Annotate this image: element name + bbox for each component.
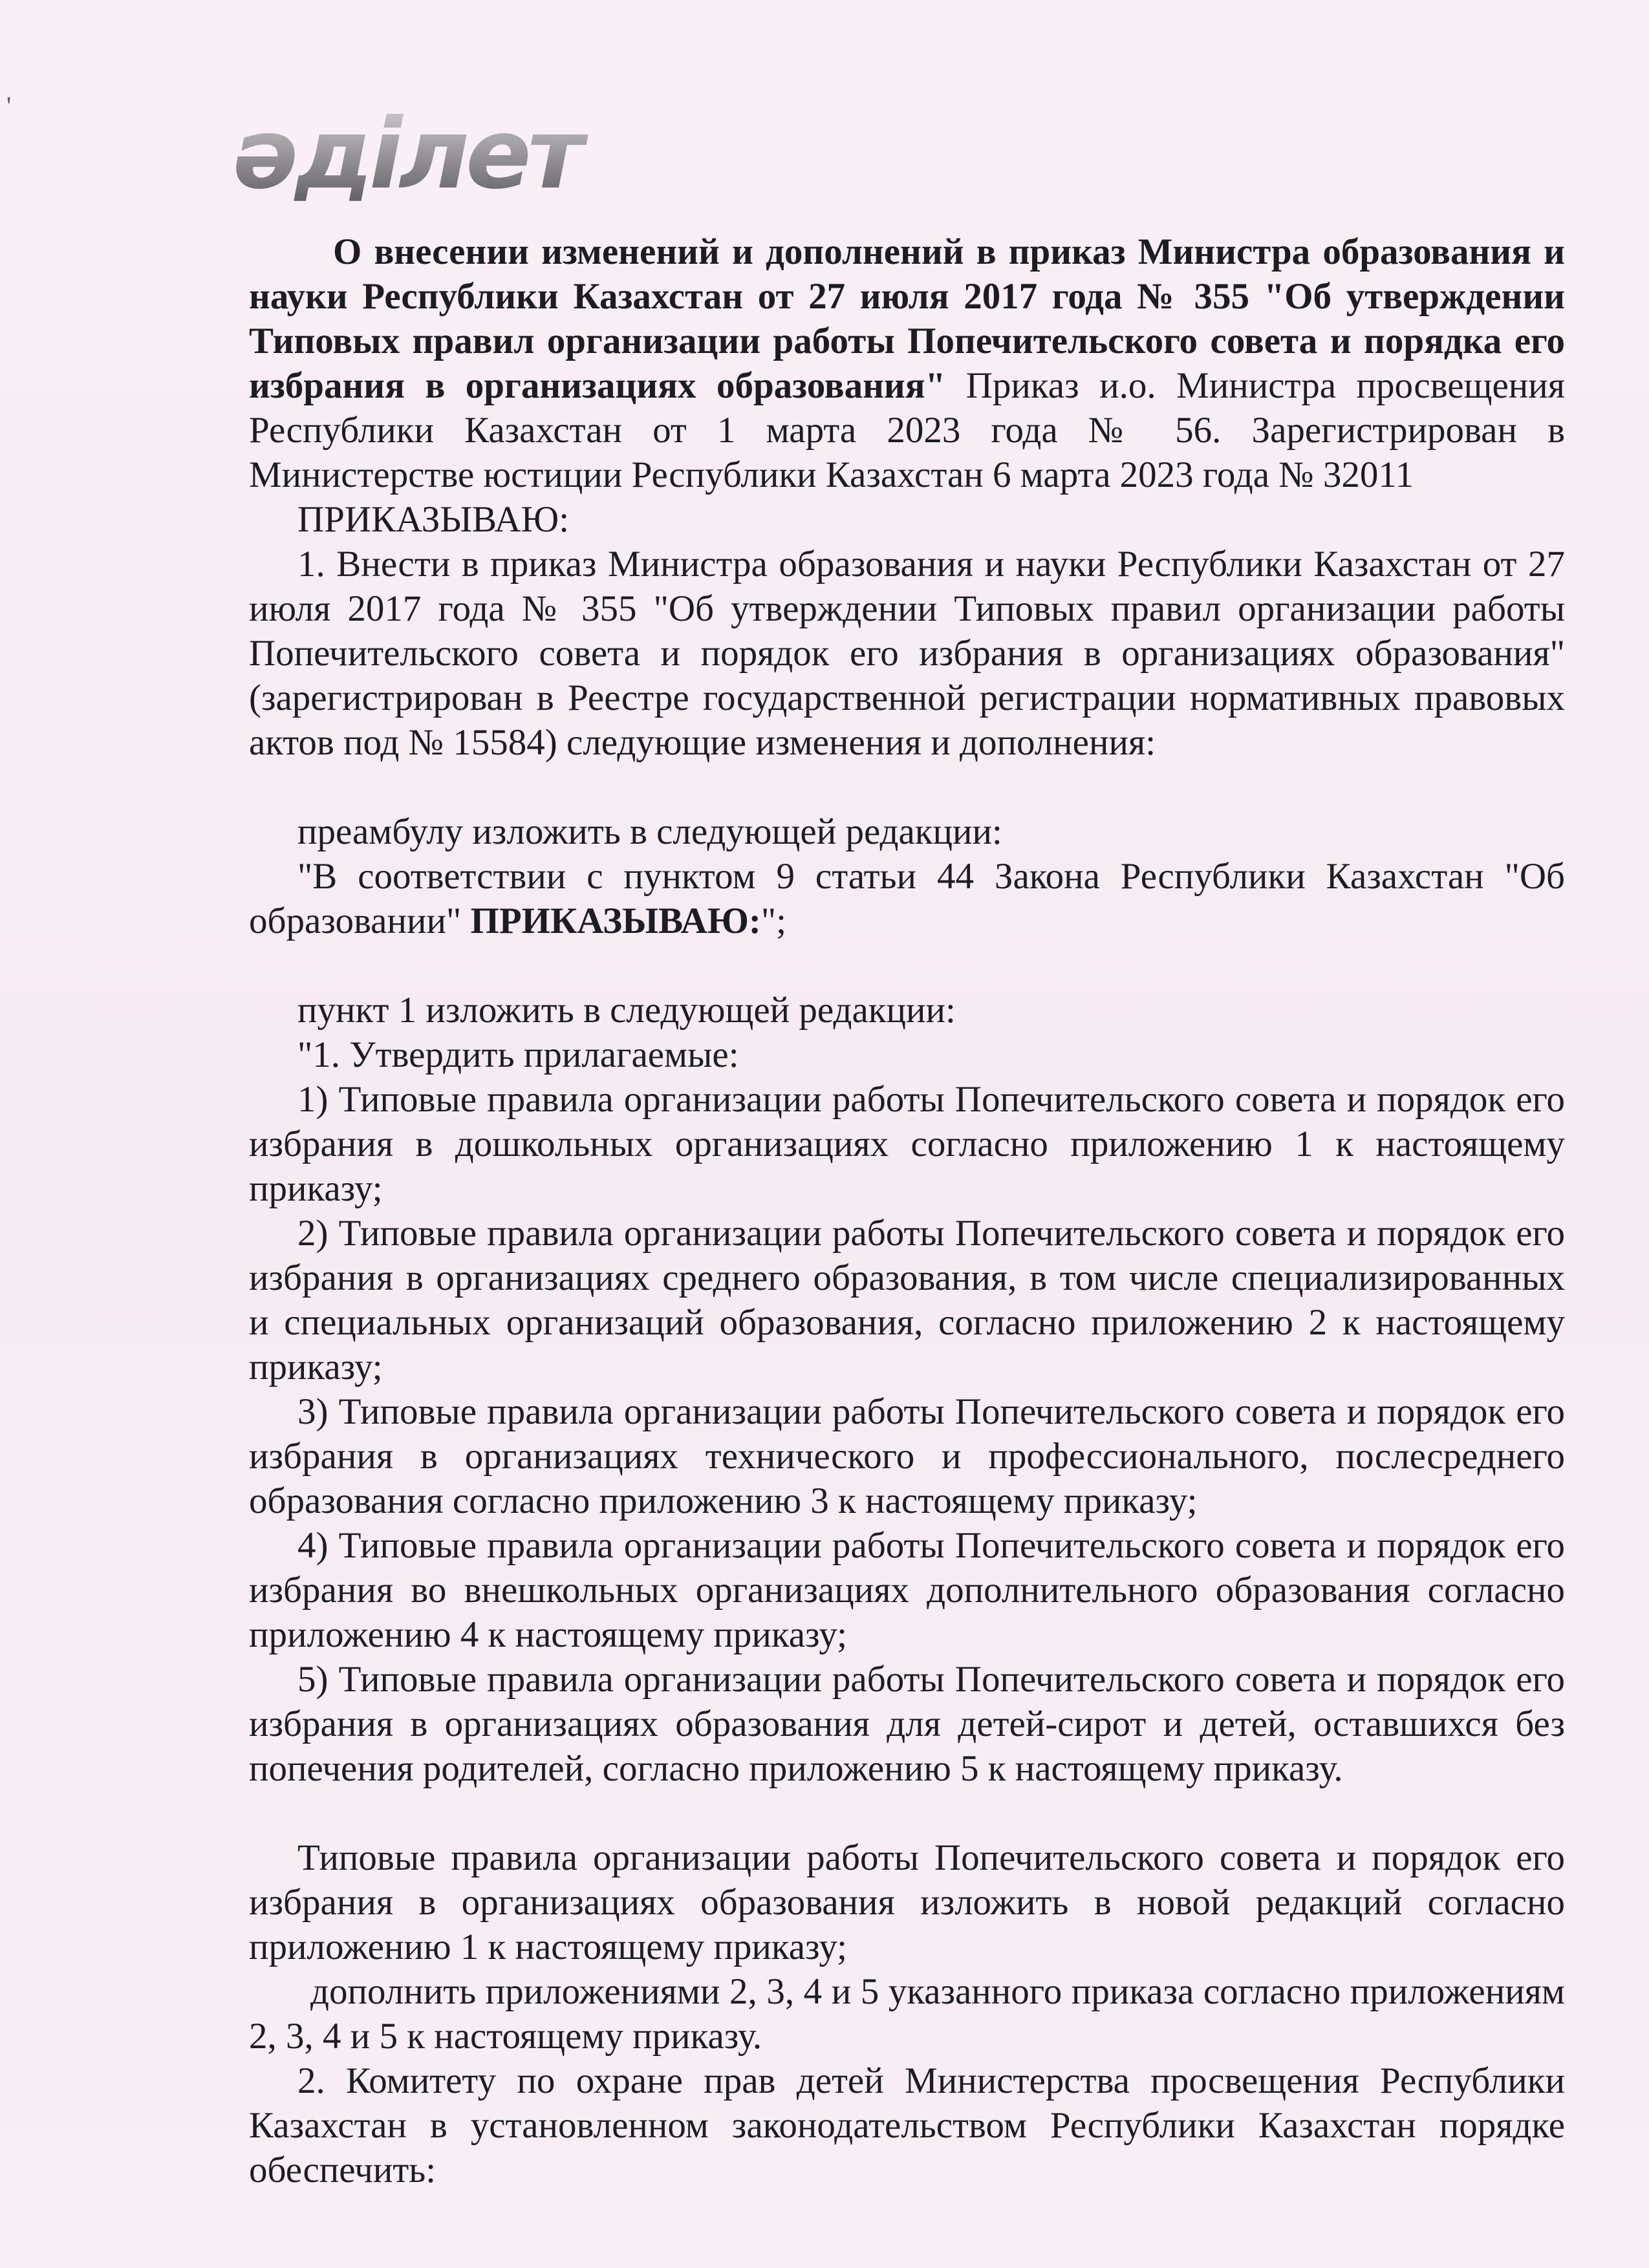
preamble-end: ";: [760, 901, 786, 941]
adilet-logo: [226, 97, 614, 226]
item-1: 1. Внести в приказ Министра образования и науки Республики Казахстан от 27 июля 2017 года № 355 "Об утверждении Типовых правил организации работы Попечительского совета и порядок его избрания в организациях образования" (зарегистрирован в Реестре государственной регистрации нормативных правовых актов под № 15584) следующие изменения и дополнения:: [249, 544, 1565, 763]
preamble-text-main: "В соответствии с пунктом 9 статьи 44 Закона Республики Казахстан "Об образовании": [249, 856, 1565, 941]
order-word: ПРИКАЗЫВАЮ:: [297, 499, 570, 540]
sub-item-5: 5) Типовые правила организации работы Попечительского совета и порядок его избрания в организациях образования для детей-сирот и детей, оставшихся без попечения родителей, согласно приложению 5 к настоящему приказу.: [249, 1659, 1565, 1789]
item-2: 2. Комитету по охране прав детей Министерства просвещения Республики Казахстан в установленном законодательством Республики Казахстан порядке обеспечить:: [249, 2060, 1565, 2190]
sub-item-4: 4) Типовые правила организации работы Попечительского совета и порядок его избрания во внешкольных организациях дополнительного образования согласно приложению 4 к настоящему приказу;: [249, 1525, 1565, 1655]
title-rest: Приказ и.о. Министра просвещения Республики Казахстан от 1 марта 2023 года № 56. Зарегистрирован в Министерстве юстиции Республики Казахстан 6 марта 2023 года № 32011: [249, 365, 1566, 495]
scan-edge-mark: ': [6, 91, 12, 120]
rules-new-edition: Типовые правила организации работы Попечительского совета и порядок его избрания в организациях образования изложить в новой редакций согласно приложению 1 к настоящему приказу;: [249, 1837, 1565, 1967]
approve-line: "1. Утвердить прилагаемые:: [297, 1034, 739, 1075]
svg-text:әділет: әділет: [233, 98, 580, 211]
preamble-intro: преамбулу изложить в следующей редакции:: [297, 811, 1002, 852]
preamble-text: [249, 854, 1565, 943]
sub-item-3: 3) Типовые правила организации работы Попечительского совета и порядок его избрания в организациях технического и профессионального, послесреднего образования согласно приложению 3 к настоящему приказу;: [249, 1391, 1565, 1521]
document-body: [249, 230, 1565, 2192]
sub-item-1: 1) Типовые правила организации работы Попечительского совета и порядок его избрания в дошкольных организациях согласно приложению 1 к настоящему приказу;: [249, 1079, 1565, 1209]
title-bold: О внесении изменений и дополнений в приказ Министра образования и науки Республики Казахстан от 27 июля 2017 года № 355 "Об утверждении Типовых правил организации работы Попечительского совета и порядка его избрания в организациях образования": [249, 231, 1565, 406]
preamble-bold: ПРИКАЗЫВАЮ:: [470, 901, 761, 941]
document-title: [249, 230, 1565, 497]
point-1-intro: пункт 1 изложить в следующей редакции:: [297, 990, 956, 1031]
supplement-line: дополнить приложениями 2, 3, 4 и 5 указанного приказа согласно приложениям 2, 3, 4 и 5 к настоящему приказу.: [249, 1971, 1565, 2057]
sub-item-2: 2) Типовые правила организации работы Попечительского совета и порядок его избрания в организациях среднего образования, в том числе специализированных и специальных организаций образования, согласно приложению 2 к настоящему приказу;: [249, 1213, 1565, 1387]
